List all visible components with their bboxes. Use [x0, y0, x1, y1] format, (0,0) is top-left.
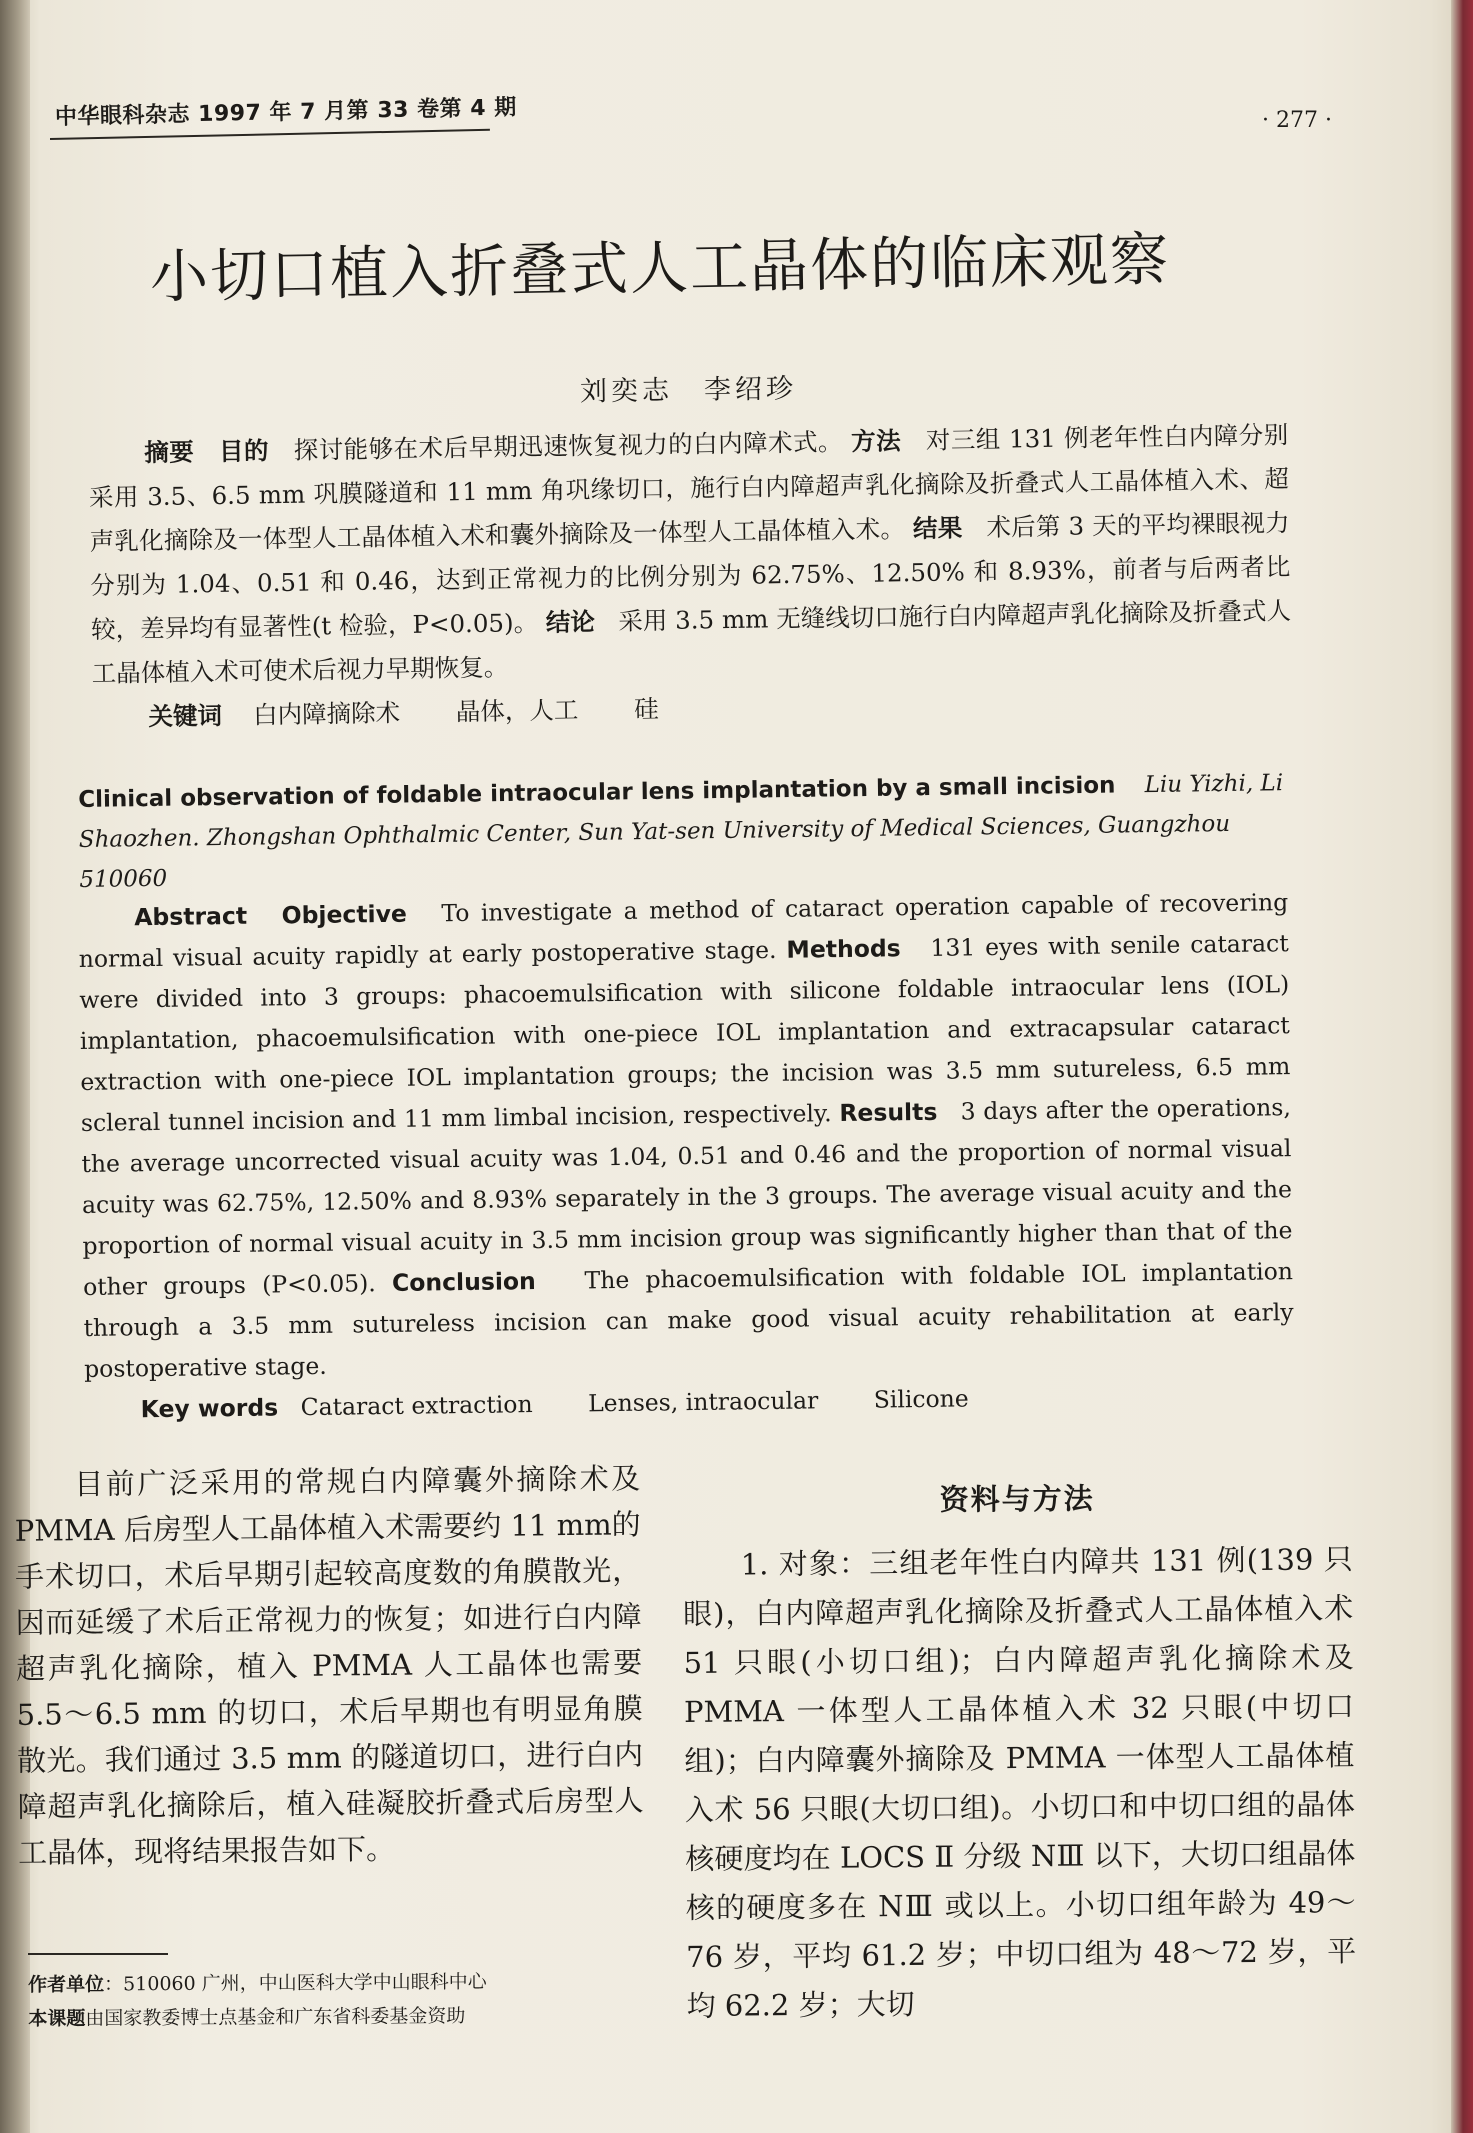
cn-methods-text: 对三组 131 例老年性白内障分别采用 3.5、6.5 mm 巩膜隧道和 11 mm 角巩缘切口，施行白内障超声乳化摘除及折叠式人工晶体植入术、超声乳化摘除及一体型人工晶体植入术和囊外摘除及一体型人工晶体植入术。: [88, 420, 1290, 556]
en-methods-text: 131 eyes with senile cataract were divided into 3 groups: phacoemulsification with silicone foldable intraocular lens (IOL) implantation, phacoemulsification with one-piece IOL implantation and extracapsular cataract extraction with one-piece IOL implantation groups; the incision was 3.5 mm sutureless, 6.5 mm scleral tunnel incision and 11 mm limbal incision, respectively.: [79, 929, 1291, 1137]
footnote-affiliation-text: ：510060 广州，中山医科大学中山眼科中心: [104, 1970, 487, 1996]
methods-heading: 资料与方法: [939, 1481, 1095, 1517]
cn-keywords-label: 关键词: [148, 700, 223, 732]
cn-methods-label: 方法: [850, 426, 902, 457]
footnote-funding-text: 由国家教委博士点基金和广东省科委基金资助: [85, 2004, 466, 2030]
cn-objective-text: 探讨能够在术后早期迅速恢复视力的白内障术式。: [293, 427, 844, 465]
en-keyword-1: Cataract extraction: [300, 1390, 533, 1422]
english-authors-affiliation: Liu Yizhi, Li Shaozhen. Zhongshan Ophthalmic Center, Sun Yat-sen University of Medical Sciences, Guangzhou 510060: [78, 770, 1284, 893]
en-conclusion-label: Conclusion: [391, 1267, 536, 1297]
cn-results-label: 结果: [912, 513, 963, 544]
introduction-text: 目前广泛采用的常规白内障囊外摘除术及PMMA 后房型人工晶体植入术需要约 11 mm的手术切口，术后早期引起较高度数的角膜散光，因而延缓了术后正常视力的恢复；如进行白内障超声乳化摘除，植入 PMMA 人工晶体也需要 5.5～6.5 mm 的切口，术后早期也有明显角膜散光。我们通过 3.5 mm 的隧道切口，进行白内障超声乳化摘除后，植入硅凝胶折叠式后房型人工晶体，现将结果报告如下。: [14, 1461, 644, 1870]
article-title: 小切口植入折叠式人工晶体的临床观察: [149, 225, 1171, 311]
methods-column: [682, 1472, 1357, 2031]
cn-keyword-1: 白内障摘除术: [252, 698, 401, 730]
footnote-affiliation-label: 作者单位: [28, 1973, 105, 1996]
article-authors: 刘奕志 李绍珍: [579, 373, 798, 408]
english-title-block: [78, 763, 1290, 900]
cn-objective-label: 目的: [218, 436, 270, 466]
cn-results-text: 术后第 3 天的平均裸眼视力分别为 1.04、0.51 和 0.46，达到正常视力的比例分别为 62.75%、12.50% 和 8.93%，前者与后两者比较，差异均有显著性(t 检验，P<0.05)。: [90, 508, 1291, 644]
journal-header: 中华眼科杂志 1997 年 7 月第 33 卷第 4 期: [54, 95, 517, 130]
page-number: · 277 ·: [1262, 108, 1332, 133]
header-rule: [50, 129, 490, 140]
footnote-funding: [28, 1998, 668, 2036]
en-keyword-2: Lenses, intraocular: [587, 1386, 819, 1418]
en-keywords-label: Key words: [140, 1393, 279, 1424]
footnote-rule: [28, 1953, 168, 1955]
english-abstract: [78, 882, 1295, 1431]
footnotes: [28, 1964, 668, 2036]
chinese-abstract: [88, 413, 1293, 740]
methods-text: 1. 对象：三组老年性白内障共 131 例(139 只眼)，白内障超声乳化摘除及折叠式人工晶体植入术 51 只眼(小切口组)；白内障超声乳化摘除术及 PMMA 一体型人工晶体植入术 32 只眼(中切口组)；白内障囊外摘除及 PMMA 一体型人工晶体植入术 56 只眼(大切口组)。小切口和中切口组的晶体核硬度均在 LOCS Ⅱ 分级 NⅢ 以下，大切口组晶体核的硬度多在 NⅢ 或以上。小切口组年龄为 49～76 岁，平均 61.2 岁；中切口组为 48～72 岁，平均 62.2 岁；大切: [683, 1542, 1357, 2023]
cn-abstract-label: 摘要: [144, 437, 195, 468]
en-keyword-3: Silicone: [873, 1384, 969, 1414]
footnote-funding-label: 本课题: [28, 2007, 86, 2030]
english-title: Clinical observation of foldable intraocular lens implantation by a small incision: [78, 772, 1116, 813]
footnote-affiliation: [28, 1964, 668, 2002]
book-cover-edge: [1451, 0, 1473, 2133]
en-methods-label: Methods: [786, 934, 901, 964]
introduction-column: [0, 1455, 644, 1876]
en-abstract-label: Abstract: [134, 901, 248, 932]
en-objective-text: To investigate a method of cataract operation capable of recovering normal visual acuity rapidly at early postoperative stage.: [78, 888, 1289, 973]
cn-keyword-2: 晶体，人工: [455, 695, 579, 727]
en-objective-label: Objective: [281, 899, 408, 930]
en-results-label: Results: [839, 1097, 938, 1128]
cn-conclusion-label: 结论: [545, 607, 596, 637]
cn-conclusion-text: 采用 3.5 mm 无缝线切口施行白内障超声乳化摘除及折叠式人工晶体植入术可使术后视力早期恢复。: [91, 596, 1292, 688]
en-conclusion-text: The phacoemulsification with foldable IOL implantation through a 3.5 mm sutureless incision can make good visual acuity rehabilitation at early postoperative stage.: [83, 1257, 1294, 1383]
en-results-text: 3 days after the operations, the average uncorrected visual acuity was 1.04, 0.51 and 0.46 and the proportion of normal visual acuity was 62.75%, 12.50% and 8.93% separately in the 3 groups. The average visual acuity and the proportion of normal visual acuity in 3.5 mm incision group was significantly higher than that of the other groups (P<0.05).: [81, 1093, 1293, 1301]
cn-keyword-3: 硅: [633, 694, 659, 724]
